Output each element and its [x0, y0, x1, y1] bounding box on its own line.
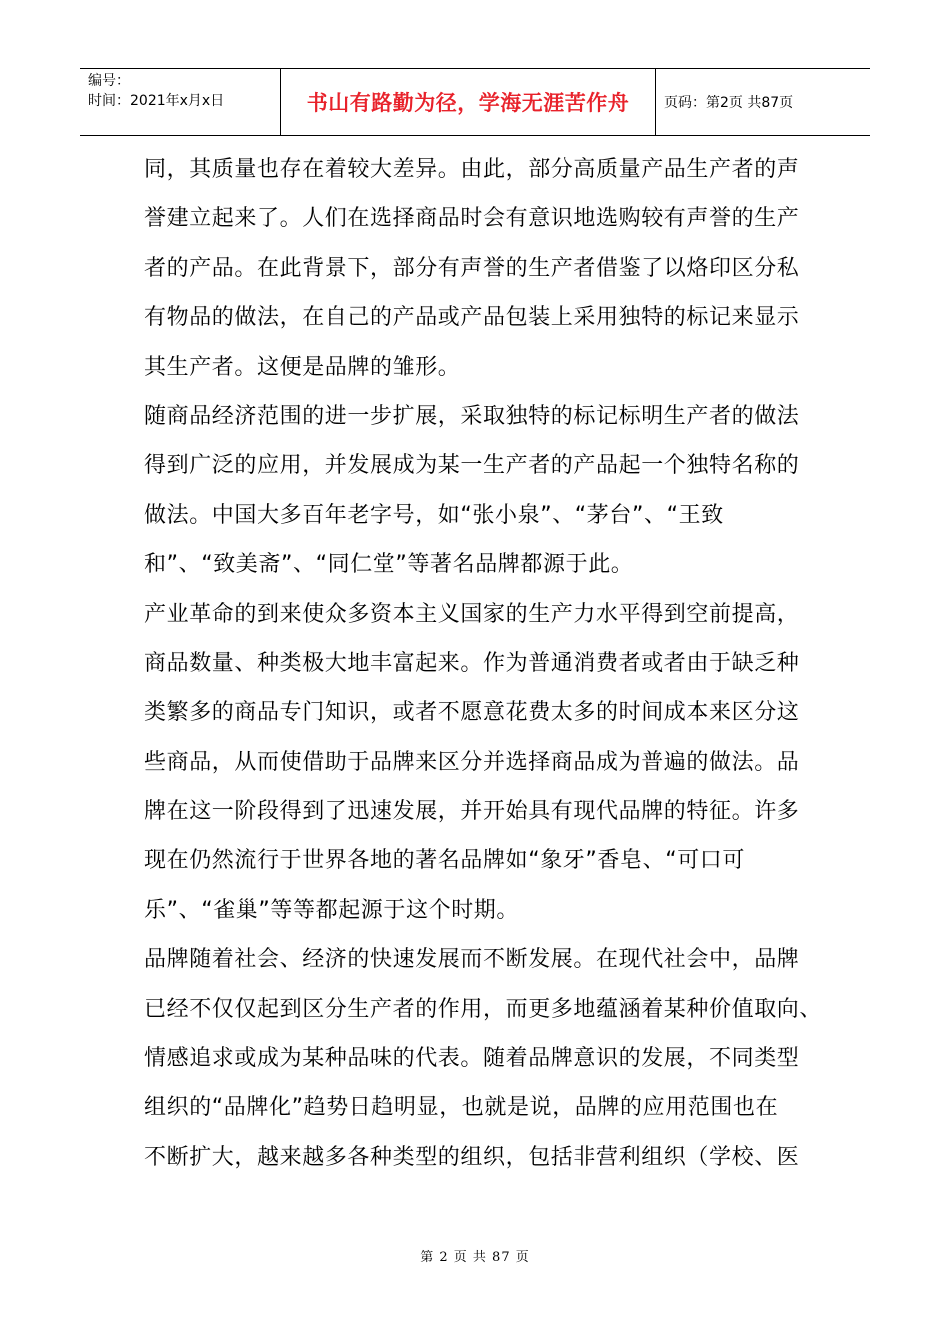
body-line: 些商品，从而使借助于品牌来区分并选择商品成为普遍的做法。品	[144, 749, 800, 775]
body-line: 誉建立起来了。人们在选择商品时会有意识地选购较有声誉的生产	[144, 206, 800, 232]
header-page-cell	[656, 69, 870, 135]
body-line: 情感追求或成为某种品味的代表。随着品牌意识的发展，不同类型	[144, 1046, 800, 1072]
body-line: 者的产品。在此背景下，部分有声誉的生产者借鉴了以烙印区分私	[144, 255, 800, 281]
header-motto-cell	[281, 69, 656, 135]
header-meta-cell	[80, 69, 281, 135]
body-line: 得到广泛的应用，并发展成为某一生产者的产品起一个独特名称的	[144, 453, 800, 479]
body-line: 类繁多的商品专门知识，或者不愿意花费太多的时间成本来区分这	[144, 700, 800, 726]
body-line: 商品数量、种类极大地丰富起来。作为普通消费者或者由于缺乏种	[144, 650, 800, 676]
date-label: 时间：2021年x月x日	[88, 93, 225, 109]
body-line: 组织的“品牌化”趋势日趋明显，也就是说，品牌的应用范围也在	[144, 1095, 779, 1121]
body-line: 其生产者。这便是品牌的雏形。	[144, 354, 461, 380]
body-line: 乐”、“雀巢”等等都起源于这个时期。	[144, 897, 519, 923]
motto-text: 书山有路勤为径，学海无涯苦作舟	[306, 91, 630, 115]
body-line: 已经不仅仅起到区分生产者的作用，而更多地蕴涵着某种价值取向、	[144, 996, 823, 1022]
body-line: 有物品的做法，在自己的产品或产品包装上采用独特的标记来显示	[144, 305, 800, 331]
body-line: 和”、“致美斋”、“同仁堂”等著名品牌都源于此。	[144, 552, 634, 578]
page-footer	[0, 1246, 950, 1265]
page-header	[80, 68, 870, 136]
page-info-text: 页码：第2页 共87页	[664, 95, 794, 111]
body-line: 牌在这一阶段得到了迅速发展，并开始具有现代品牌的特征。许多	[144, 799, 800, 825]
body-line: 品牌随着社会、经济的快速发展而不断发展。在现代社会中，品牌	[144, 947, 800, 973]
body-line: 不断扩大，越来越多各种类型的组织，包括非营利组织（学校、医	[144, 1144, 800, 1170]
body-line: 随商品经济范围的进一步扩展，采取独特的标记标明生产者的做法	[144, 403, 800, 429]
body-line: 同，其质量也存在着较大差异。由此，部分高质量产品生产者的声	[144, 157, 800, 182]
serial-number-label: 编号：	[88, 73, 130, 89]
body-line: 现在仍然流行于世界各地的著名品牌如“象牙”香皂、“可口可	[144, 848, 745, 874]
body-line: 产业革命的到来使众多资本主义国家的生产力水平得到空前提高，	[144, 601, 800, 627]
footer-page-number: 第 2 页 共 87 页	[420, 1250, 530, 1265]
document-body	[144, 145, 823, 1182]
body-line: 做法。中国大多百年老字号，如“张小泉”、“茅台”、“王致	[144, 502, 724, 528]
